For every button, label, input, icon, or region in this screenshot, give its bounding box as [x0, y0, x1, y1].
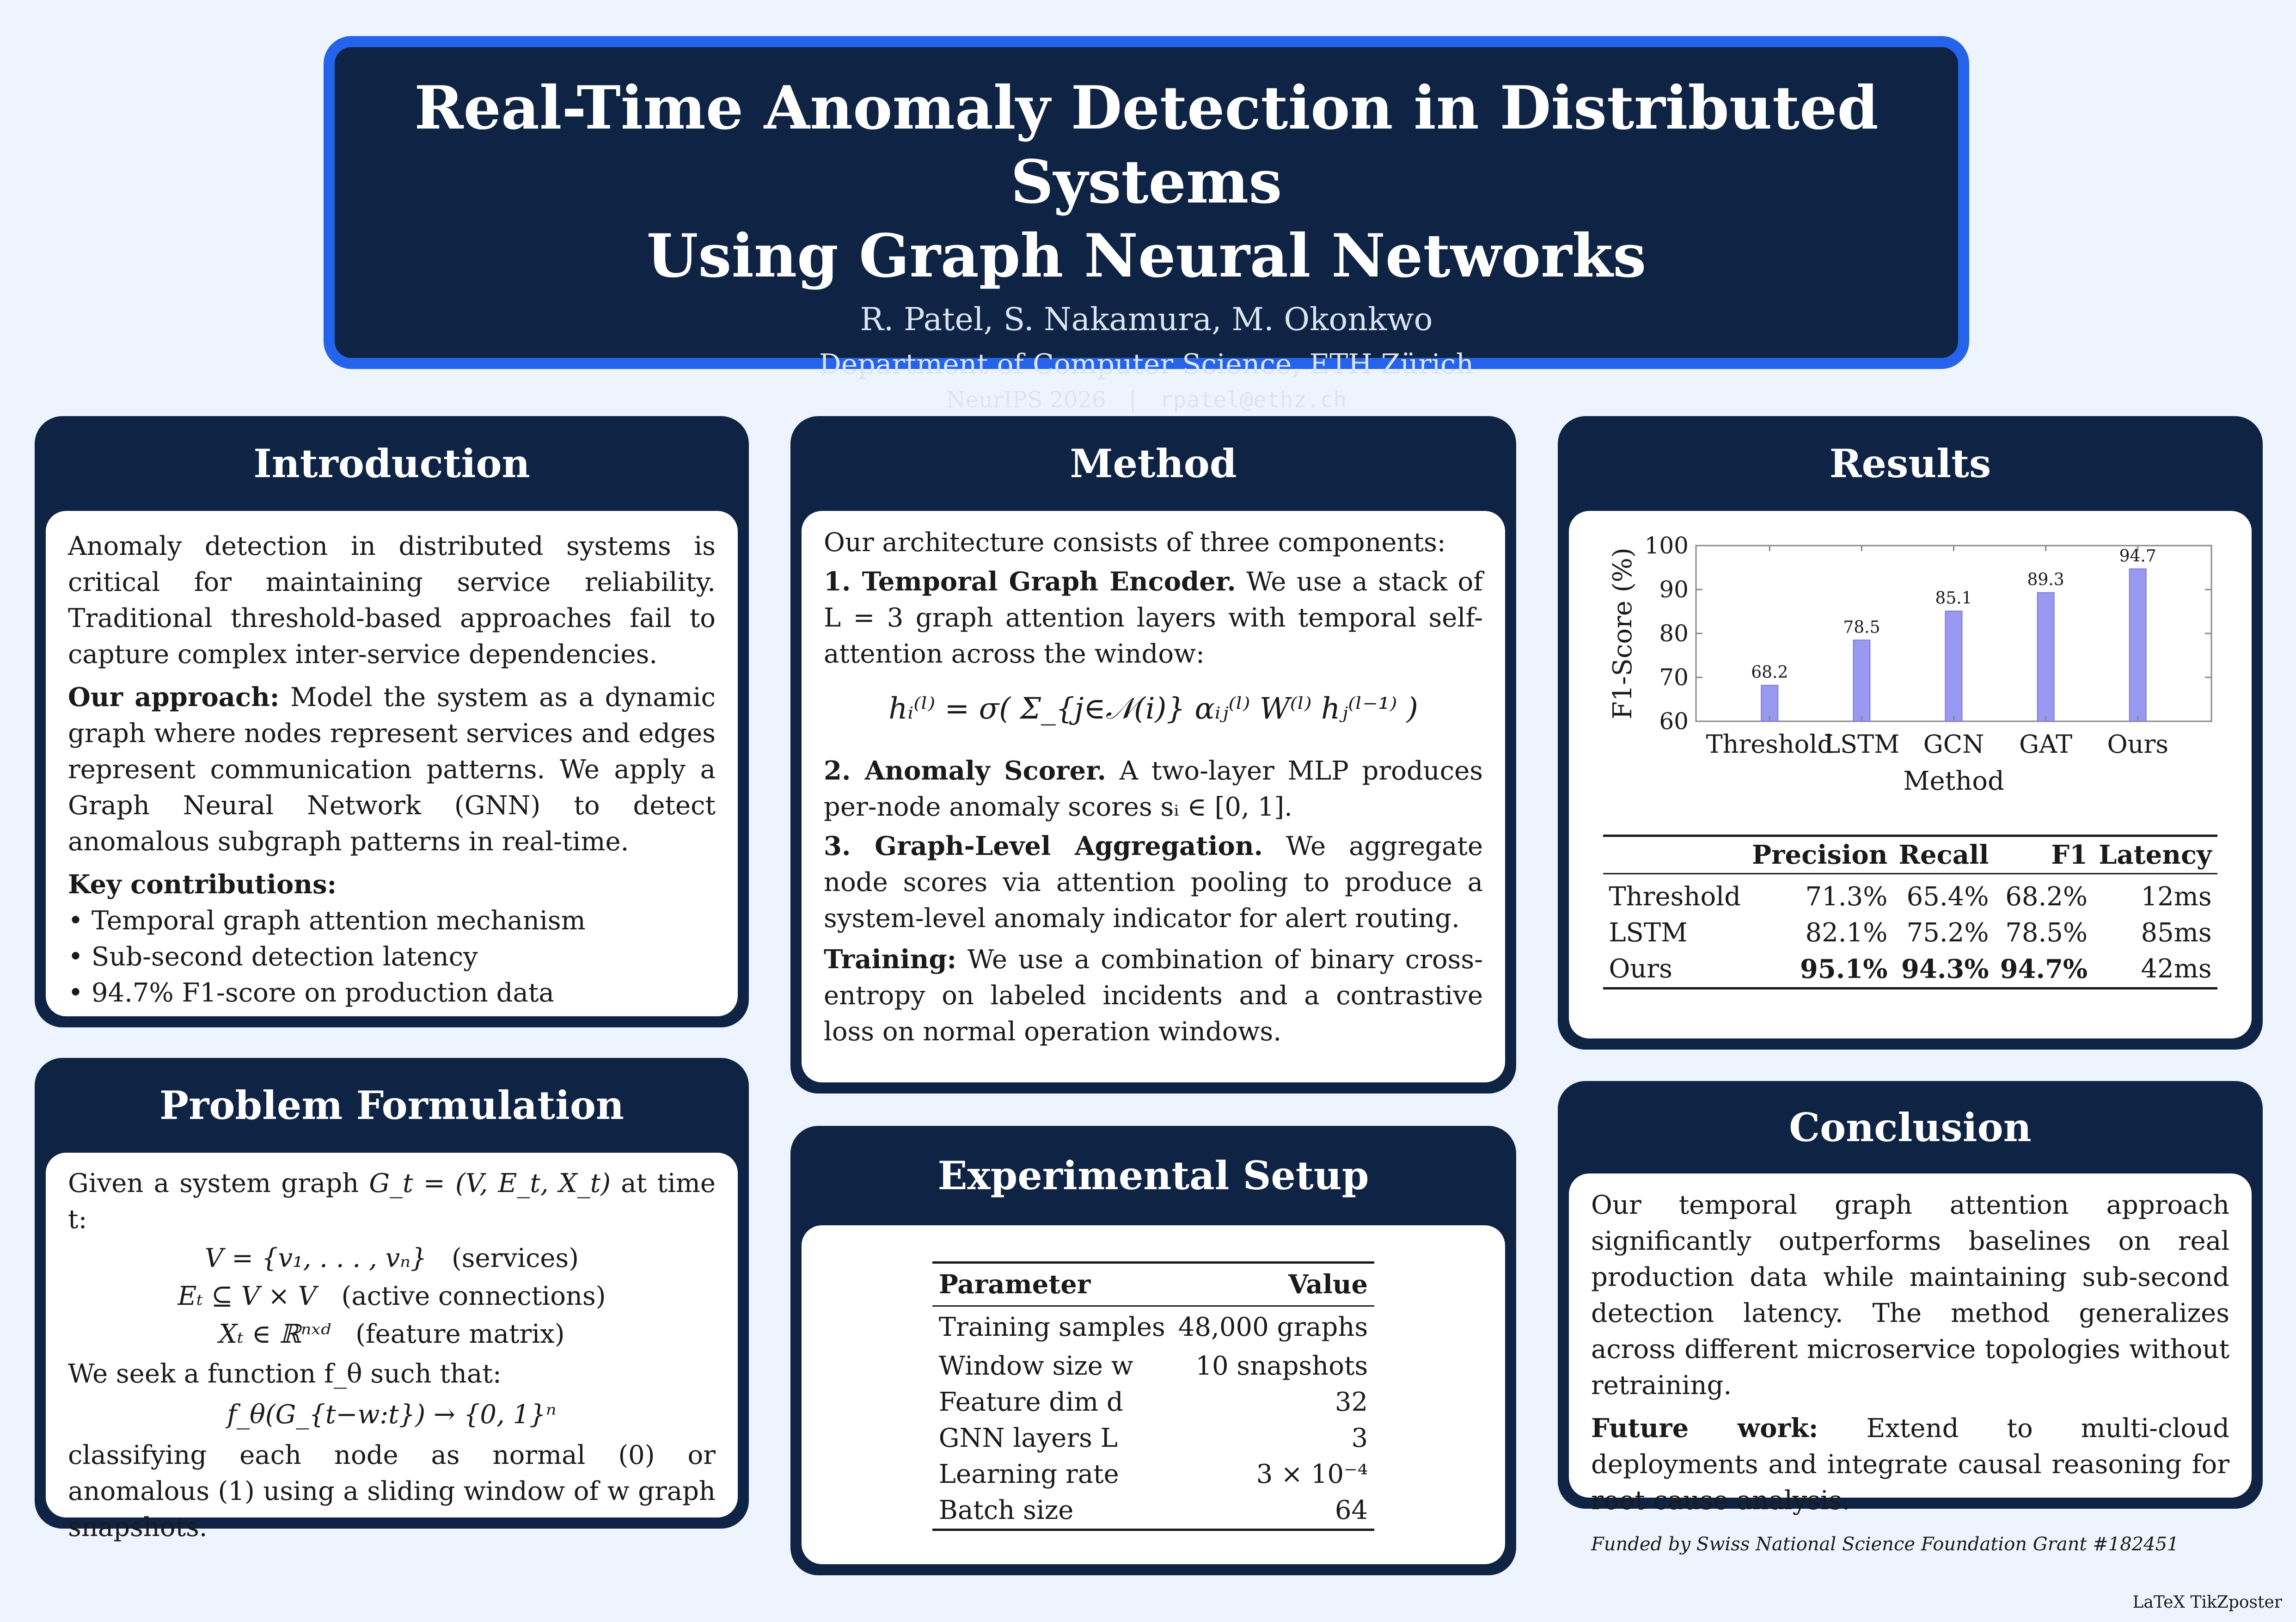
poster-title	[335, 71, 1958, 293]
table-row: Learning rate 3 × 10⁻⁴	[938, 1459, 1368, 1489]
table-row: Threshold 71.3% 65.4% 68.2% 12ms	[1609, 882, 2212, 912]
bullet-item: • Temporal graph attention mechanism	[68, 906, 586, 936]
bullet-item: • 94.7% F1-score on production data	[68, 978, 554, 1008]
problem-title: Problem Formulation	[159, 1082, 625, 1128]
venue-line	[335, 387, 1958, 413]
table-row: LSTM 82.1% 75.2% 78.5% 85ms	[1609, 918, 2212, 948]
y-tick-label: 90	[1659, 576, 1689, 603]
conclusion-block	[1558, 1081, 2263, 1555]
x-tick-label: Ours	[2107, 730, 2169, 759]
method-intro: Our architecture consists of three components:	[824, 528, 1446, 558]
col-method	[1603, 836, 1746, 874]
results-title: Results	[1829, 441, 1991, 486]
title-line-1: Real-Time Anomaly Detection in Distributed Systems	[414, 74, 1879, 217]
authors: R. Patel, S. Nakamura, M. Okonkwo	[860, 301, 1433, 338]
conclusion-body	[1569, 1173, 2252, 1555]
results-body	[1569, 511, 2252, 1038]
bar-value-label: 78.5	[1843, 618, 1880, 637]
results-table	[1603, 835, 2217, 989]
y-axis-label: F1-Score (%)	[1608, 547, 1638, 719]
f1-bar-chart	[1587, 520, 2225, 825]
attention-equation: hᵢ⁽ˡ⁾ = σ( Σ_{j∈𝒩(i)} αᵢⱼ⁽ˡ⁾ W⁽ˡ⁾ hⱼ⁽ˡ⁻¹⁾ )	[888, 692, 1418, 726]
problem-intro: Given a system graph G_t = (V, E_t, X_t) at time t:	[68, 1168, 716, 1235]
setup-table-header	[932, 1263, 1374, 1306]
x-tick-label: Threshold	[1706, 730, 1833, 759]
method-training: Training: We use a combination of binary cross-entropy on labeled incidents and a contrastive loss on normal operation windows.	[824, 944, 1483, 1047]
x-axis-label: Method	[1903, 766, 2004, 796]
method-title: Method	[1070, 441, 1237, 486]
bar-value-label: 68.2	[1751, 663, 1788, 682]
introduction-block	[35, 416, 749, 1027]
equation-features: Xₜ ∈ ℝⁿˣᵈ (feature matrix)	[219, 1319, 565, 1349]
footer-credit: LaTeX TikZposter	[2132, 1593, 2282, 1612]
email-link[interactable]: rpatel@ethz.ch	[1159, 387, 1347, 413]
col-recall: Recall	[1898, 840, 1989, 870]
bar	[2130, 569, 2146, 721]
y-tick-label: 70	[1659, 664, 1689, 691]
separator: |	[1129, 387, 1137, 413]
bar-value-label: 85.1	[1935, 589, 1972, 608]
bar-value-label: 89.3	[2027, 570, 2064, 590]
future-work: Future work: Extend to multi-cloud deployments and integrate causal reasoning for root cause analysis.	[1591, 1413, 2229, 1516]
y-tick-label: 80	[1659, 620, 1689, 647]
problem-outro: classifying each node as normal (0) or anomalous (1) using a sliding window of w graph snapshots.	[68, 1440, 716, 1542]
introduction-title: Introduction	[253, 441, 530, 486]
col-precision: Precision	[1751, 840, 1888, 870]
table-row: Batch size 64	[932, 1493, 1374, 1530]
setup-block	[790, 1126, 1516, 1575]
problem-block	[35, 1058, 749, 1542]
introduction-body	[46, 511, 738, 1016]
bar	[1946, 611, 1962, 721]
approach-label: Our approach:	[68, 682, 280, 713]
table-row: GNN layers L 3	[938, 1423, 1368, 1453]
results-table-header	[1603, 836, 2217, 874]
setup-table	[932, 1261, 1374, 1531]
table-row: Training samples 48,000 graphs	[938, 1312, 1368, 1342]
setup-title: Experimental Setup	[937, 1153, 1369, 1198]
x-tick-label: GAT	[2019, 730, 2073, 759]
col-f1: F1	[2051, 840, 2088, 870]
method-step-3: 3. Graph-Level Aggregation. We aggregate node scores via attention pooling to produce a system-level anomaly indicator for alert routing.	[824, 831, 1483, 934]
equation-edges: Eₜ ⊆ V × V (active connections)	[178, 1281, 606, 1311]
x-tick-label: GCN	[1923, 730, 1984, 759]
equation-vertices: V = {v₁, . . . , vₙ} (services)	[204, 1243, 579, 1273]
bar-value-label: 94.7	[2119, 547, 2156, 566]
method-body	[802, 511, 1505, 1082]
method-step-1: 1. Temporal Graph Encoder. We use a stack of L = 3 graph attention layers with temporal self-attention across the window:	[824, 566, 1483, 669]
bar	[1853, 640, 1870, 721]
approach-paragraph	[68, 679, 716, 860]
title-line-2: Using Graph Neural Networks	[646, 221, 1647, 291]
method-step-2: 2. Anomaly Scorer. A two-layer MLP produces per-node anomaly scores sᵢ ∈ [0, 1].	[824, 756, 1483, 822]
results-block	[1558, 416, 2263, 1050]
bullet-item: • Sub-second detection latency	[68, 942, 478, 972]
venue: NeurIPS 2026	[946, 387, 1106, 413]
problem-body	[46, 1153, 738, 1542]
conclusion-title: Conclusion	[1789, 1104, 2032, 1150]
contributions-label: Key contributions:	[68, 869, 337, 900]
problem-seek: We seek a function f_θ such that:	[68, 1359, 502, 1389]
intro-paragraph: Anomaly detection in distributed systems is critical for maintaining service reliability. Traditional threshold-based approaches fail to capture complex inter-service dependencies.	[68, 531, 716, 670]
conclusion-paragraph: Our temporal graph attention approach significantly outperforms baselines on real production data while maintaining sub-second detection latency. The method generalizes across different microservice topologies without retraining.	[1591, 1190, 2229, 1401]
equation-function: f_θ(G_{t−w:t}) → {0, 1}ⁿ	[227, 1400, 557, 1430]
table-row: Window size w 10 snapshots	[938, 1351, 1368, 1381]
setup-body	[802, 1225, 1505, 1564]
funding-note: Funded by Swiss National Science Foundation Grant #182451	[1591, 1534, 2179, 1555]
table-row-highlight: Ours 95.1% 94.3% 94.7% 42ms	[1603, 951, 2217, 989]
title-block	[324, 36, 1969, 413]
y-tick-label: 100	[1644, 532, 1689, 559]
method-block	[790, 416, 1516, 1094]
col-parameter: Parameter	[938, 1269, 1091, 1300]
x-tick-label: LSTM	[1824, 730, 1900, 759]
y-tick-label: 60	[1659, 708, 1689, 735]
col-value: Value	[1288, 1269, 1368, 1300]
approach-text: Model the system as a dynamic graph where nodes represent services and edges represent communication patterns. We apply a Graph Neural Network (GNN) to detect anomalous subgraph patterns in real-time.	[68, 682, 716, 857]
col-latency: Latency	[2099, 840, 2212, 870]
table-row: Feature dim d 32	[938, 1387, 1368, 1417]
bar	[2038, 593, 2054, 721]
institution: Department of Computer Science, ETH Zürich	[819, 348, 1474, 381]
